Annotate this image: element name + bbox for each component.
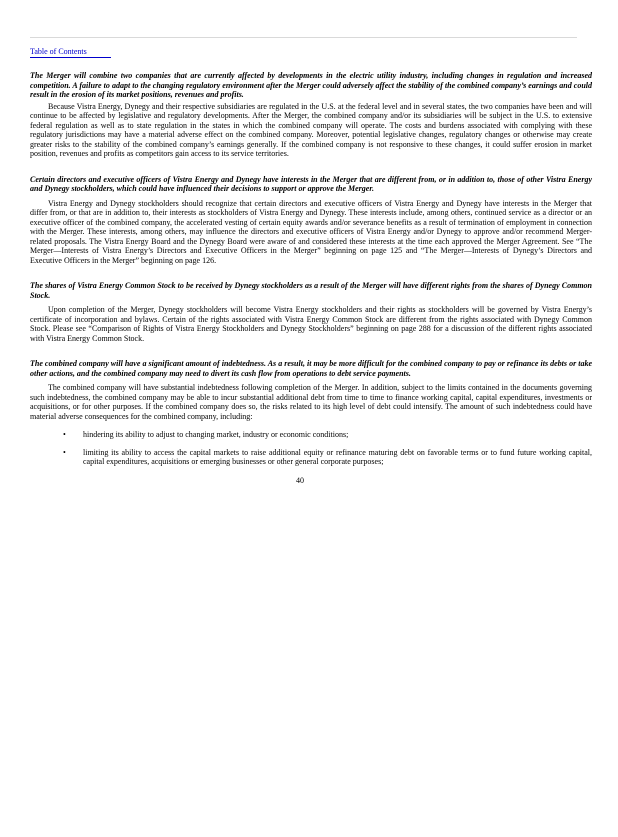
- list-item: [30, 448, 592, 467]
- document-page: [0, 37, 618, 837]
- risk-factor-heading-director-interests: Certain directors and executive officers of Vistra Energy and Dynegy have interests in the Merger that are different from, or in addition to, those of other Vistra Energy and Dynegy stockholders, which could have influenced their decisions to support or approve the Merger.: [30, 174, 592, 193]
- paragraph-director-interests: Vistra Energy and Dynegy stockholders should recognize that certain directors and executive officers of Vistra Energy and Dynegy have interests in the Merger that differ from, or that are in addition to, their interests as stockholders of Vistra Energy and Dynegy. These interests include, among others, continued service as a director or an executive officer of the combined company, the accelerated vesting of certain equity awards and/or severance benefits as a result of termination of employment in connection with the Merger. These interests, among others, may influence the directors and executive officers of Vistra Energy and/or Dynegy to approve and/or recommend Merger-related proposals. The Vistra Energy Board and the Dynegy Board were aware of and considered these interests at the time each approved the Merger Agreement. See “The Merger—Interests of Vistra Energy’s Directors and Executive Officers in the Merger” beginning on page 125 and “The Merger—Interests of Dynegy’s Directors and Executive Officers in the Merger” beginning on page 126.: [30, 198, 592, 265]
- risk-factor-heading-stock-rights: The shares of Vistra Energy Common Stock to be received by Dynegy stockholders as a result of the Merger will have different rights from the shares of Dynegy Common Stock.: [30, 281, 592, 300]
- bullet-text: limiting its ability to access the capital markets to raise additional equity or refinance maturing debt on favorable terms or to fund future working capital, capital expenditures, acquisitions or emerging businesses or other general corporate purposes;: [83, 447, 592, 466]
- table-of-contents-link[interactable]: Table of Contents: [30, 47, 111, 58]
- toc-link-row: [30, 38, 592, 59]
- page-number: 40: [296, 475, 304, 485]
- bullet-text: hindering its ability to adjust to changing market, industry or economic conditions;: [83, 430, 349, 439]
- bullet-icon: •: [63, 447, 66, 457]
- paragraph-regulation: Because Vistra Energy, Dynegy and their respective subsidiaries are regulated in the U.S. at the federal level and in several states, the two companies have been and will continue to be affected by legislative and regulatory developments. After the Merger, the combined company and/or its subsidiaries will be subject in the U.S. to extensive federal regulation as well as to state regulation in the states in which the combined company will operate. The costs and burdens associated with complying with these regulatory jurisdictions may have a material adverse effect on the combined company. Moreover, potential legislative changes, regulatory changes or otherwise may create greater risks to the stability of the combined company’s earnings generally. If the combined company is not responsive to these changes, it could suffer erosion in market position, revenues and profits as competitors gain access to its service territories.: [30, 101, 592, 158]
- paragraph-stock-rights: Upon completion of the Merger, Dynegy stockholders will become Vistra Energy stockholders and their rights as stockholders will be governed by Vistra Energy’s certificate of incorporation and bylaws. Certain of the rights associated with Vistra Energy Common Stock are different from the rights associated with Dynegy Common Stock. Please see “Comparison of Rights of Vistra Energy Stockholders and Dynegy Stockholders” beginning on page 288 for a discussion of the different rights associated with Vistra Energy Common Stock.: [30, 305, 592, 343]
- paragraph-indebtedness: The combined company will have substantial indebtedness following completion of the Merger. In addition, subject to the limits contained in the documents governing such indebtedness, the combined company may be able to incur substantial additional debt from time to time to finance working capital, capital expenditures, investments or acquisitions, or for other purposes. If the combined company does so, the risks related to its high level of debt could intensify. The amount of such indebtedness could have material adverse consequences for the combined company, including:: [30, 383, 592, 421]
- list-item: [30, 430, 592, 440]
- risk-factor-heading-regulation: The Merger will combine two companies that are currently affected by developments in the electric utility industry, including changes in regulation and increased competition. A failure to adapt to the changing regulatory environment after the Merger could adversely affect the stability of the combined company’s earnings and could result in the erosion of its market positions, revenues and profits.: [30, 71, 592, 99]
- risk-factor-heading-indebtedness: The combined company will have a significant amount of indebtedness. As a result, it may be more difficult for the combined company to pay or refinance its debts or take other actions, and the combined company may need to divert its cash flow from operations to debt service payments.: [30, 359, 592, 378]
- bullet-icon: •: [63, 430, 66, 439]
- indebtedness-bullet-list: [30, 430, 592, 467]
